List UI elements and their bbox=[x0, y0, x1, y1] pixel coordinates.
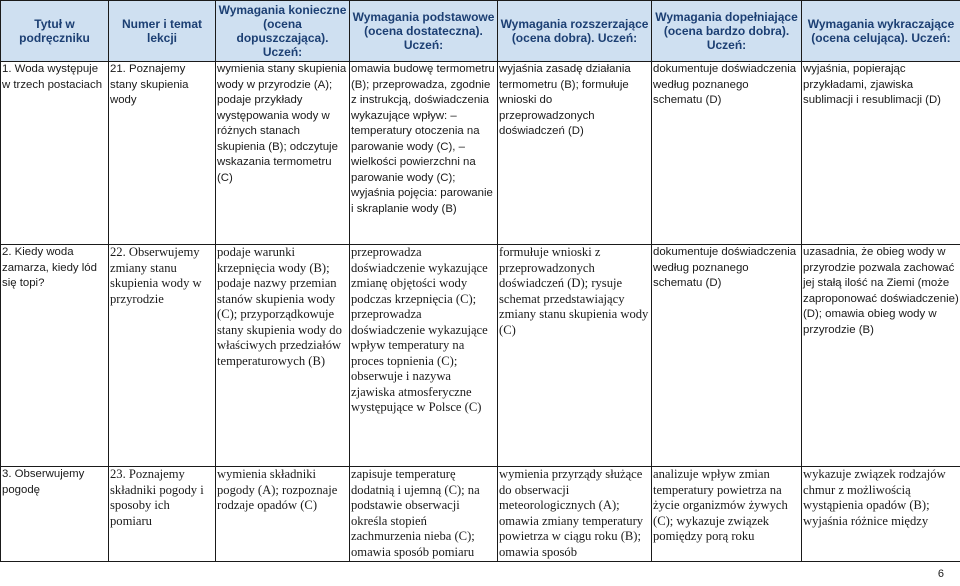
cell-podstawowe: omawia budowę termometru (B); przeprowadza, zgodnie z instrukcją, doświadczenia wykazujące wpływ: – temperatury otoczenia na parowanie wody (C), – wielkości powierzchni na parowanie wody (C); wyjaśnia pojęcia: parowanie i skraplanie wody (B) bbox=[350, 62, 498, 245]
header-row bbox=[1, 1, 960, 62]
cell-dopelniajace: dokumentuje doświadczenia według poznanego schematu (D) bbox=[652, 62, 802, 245]
cell-wykraczajace: wykazuje związek rodzajów chmur z możliwością wystąpienia opadów (B); wyjaśnia różnice między bbox=[802, 467, 960, 562]
header-wykraczajace: Wymagania wykraczające (ocena celująca). Uczeń: bbox=[802, 1, 960, 62]
cell-dopelniajace: dokumentuje doświadczenia według poznanego schematu (D) bbox=[652, 245, 802, 467]
header-dopelniajace: Wymagania dopełniające (ocena bardzo dobra). Uczeń: bbox=[652, 1, 802, 62]
cell-rozszerzajace: formułuje wnioski z przeprowadzonych doświadczeń (D); rysuje schemat przedstawiający zmiany stanu skupienia wody (C) bbox=[498, 245, 652, 467]
cell-title: 3. Obserwujemy pogodę bbox=[1, 467, 109, 562]
cell-konieczne: podaje warunki krzepnięcia wody (B); podaje nazwy przemian stanów skupienia wody (C); przyporządkowuje stany skupienia wody do właściwych przedziałów temperaturowych (B) bbox=[216, 245, 350, 467]
table-row bbox=[1, 62, 960, 245]
table-row bbox=[1, 245, 960, 467]
cell-lesson: 22. Obserwujemy zmiany stanu skupienia wody w przyrodzie bbox=[109, 245, 216, 467]
cell-wykraczajace: uzasadnia, że obieg wody w przyrodzie pozwala zachować jej stałą ilość na Ziemi (może zaproponować doświadczenie) (D); omawia obieg wody w przyrodzie (B) bbox=[802, 245, 960, 467]
header-rozszerzajace: Wymagania rozszerzające (ocena dobra). Uczeń: bbox=[498, 1, 652, 62]
cell-wykraczajace: wyjaśnia, popierając przykładami, zjawiska sublimacji i resublimacji (D) bbox=[802, 62, 960, 245]
cell-rozszerzajace: wyjaśnia zasadę działania termometru (B); formułuje wnioski do przeprowadzonych doświadczeń (D) bbox=[498, 62, 652, 245]
cell-title: 1. Woda występuje w trzech postaciach bbox=[1, 62, 109, 245]
cell-rozszerzajace: wymienia przyrządy służące do obserwacji meteorologicznych (A); omawia zmiany temperatury powietrza w ciągu roku (B); omawia sposób bbox=[498, 467, 652, 562]
cell-dopelniajace: analizuje wpływ zmian temperatury powietrza na życie organizmów żywych (C); wykazuje związek pomiędzy porą roku bbox=[652, 467, 802, 562]
cell-konieczne: wymienia składniki pogody (A); rozpoznaje rodzaje opadów (C) bbox=[216, 467, 350, 562]
table-row bbox=[1, 467, 960, 562]
cell-title: 2. Kiedy woda zamarza, kiedy lód się topi? bbox=[1, 245, 109, 467]
cell-lesson: 21. Poznajemy stany skupienia wody bbox=[109, 62, 216, 245]
header-konieczne: Wymagania konieczne (ocena dopuszczająca). Uczeń: bbox=[216, 1, 350, 62]
cell-podstawowe: przeprowadza doświadczenie wykazujące zmianę objętości wody podczas krzepnięcia (C); przeprowadza doświadczenie wykazujące wpływ temperatury na proces topnienia (C); obserwuje i nazywa zjawiska atmosferyczne występujące w Polsce (C) bbox=[350, 245, 498, 467]
header-podstawowe: Wymagania podstawowe (ocena dostateczna). Uczeń: bbox=[350, 1, 498, 62]
cell-lesson: 23. Poznajemy składniki pogody i sposoby ich pomiaru bbox=[109, 467, 216, 562]
page-number: 6 bbox=[937, 568, 944, 580]
cell-podstawowe: zapisuje temperaturę dodatnią i ujemną (C); na podstawie obserwacji określa stopień zachmurzenia nieba (C); omawia sposób pomiaru bbox=[350, 467, 498, 562]
header-lesson: Numer i temat lekcji bbox=[109, 1, 216, 62]
header-title: Tytuł w podręczniku bbox=[1, 1, 109, 62]
cell-konieczne: wymienia stany skupienia wody w przyrodzie (A); podaje przykłady występowania wody w różnych stanach skupienia (B); odczytuje wskazania termometru (C) bbox=[216, 62, 350, 245]
